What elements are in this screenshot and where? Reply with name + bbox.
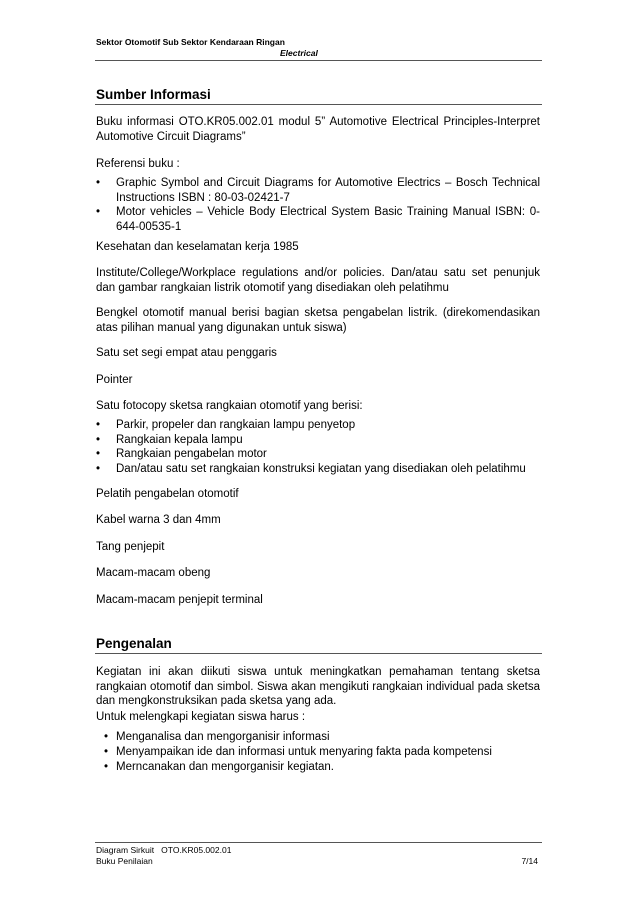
paragraph-institute: Institute/College/Workplace regulations and/or policies. Dan/atau satu set penunjuk dan gambar rangkaian listrik otomotif yang disediakan oleh pelatihmu xyxy=(96,267,540,294)
bullet-icon: • xyxy=(96,433,101,446)
list-item-text: Merncanakan dan mengorganisir kegiatan. xyxy=(116,761,334,773)
bullet-icon: • xyxy=(96,462,101,475)
bullet-icon: • xyxy=(104,731,109,743)
footer-book: Buku Penilaian xyxy=(96,856,153,866)
list-item-text: Rangkaian kepala lampu xyxy=(116,433,243,446)
paragraph-pelatih: Pelatih pengabelan otomotif xyxy=(96,488,239,500)
bullet-icon: • xyxy=(96,419,101,431)
list-item xyxy=(104,730,540,745)
list-item xyxy=(96,462,540,477)
paragraph-obeng: Macam-macam obeng xyxy=(96,567,211,579)
list-item-text: Motor vehicles – Vehicle Body Electrical System Basic Training Manual ISBN: 0-644-00535-1 xyxy=(116,206,540,233)
list-item-text: Graphic Symbol and Circuit Diagrams for Automotive Electrics – Bosch Technical Instructions ISBN : 80-03-02421-7 xyxy=(116,177,540,204)
paragraph-kabel: Kabel warna 3 dan 4mm xyxy=(96,514,221,526)
bullet-icon: • xyxy=(96,206,101,218)
header-title: Sektor Otomotif Sub Sektor Kendaraan Ringan xyxy=(96,37,285,47)
paragraph-kesehatan: Kesehatan dan keselamatan kerja 1985 xyxy=(96,241,299,253)
fotocopy-list xyxy=(96,418,540,476)
header-subtitle: Electrical xyxy=(280,48,318,58)
paragraph-pointer: Pointer xyxy=(96,374,133,386)
paragraph-fotocopy: Satu fotocopy sketsa rangkaian otomotif yang berisi: xyxy=(96,400,363,412)
section-rule-pengenalan xyxy=(95,653,542,654)
paragraph-buku-informasi: Buku informasi OTO.KR05.002.01 modul 5” Automotive Electrical Principles-Interpret Automotive Circuit Diagrams” xyxy=(96,116,540,143)
list-item-text: Menganalisa dan mengorganisir informasi xyxy=(116,731,330,743)
paragraph-pengenalan: Kegiatan ini akan diikuti siswa untuk meningkatkan pemahaman tentang sketsa rangkaian otomotif dan simbol. Siswa akan mengikuti rangkaian individual pada sketsa dan mengkonstruksikan pada sketsa yang ada. xyxy=(96,666,540,707)
list-item xyxy=(96,205,540,234)
header-rule xyxy=(95,60,542,61)
referensi-label: Referensi buku : xyxy=(96,158,180,170)
list-item xyxy=(96,433,540,448)
section-heading-sumber: Sumber Informasi xyxy=(96,87,211,102)
paragraph-tang: Tang penjepit xyxy=(96,541,165,553)
list-item xyxy=(96,418,540,433)
section-rule-sumber xyxy=(95,104,542,105)
bullet-icon: • xyxy=(96,448,101,460)
list-item xyxy=(104,760,540,775)
paragraph-satu-set: Satu set segi empat atau penggaris xyxy=(96,347,277,359)
footer-rule xyxy=(95,842,542,843)
list-item-text: Rangkaian pengabelan motor xyxy=(116,448,267,460)
kegiatan-list xyxy=(104,730,540,775)
page-number: 7/14 xyxy=(521,856,538,866)
reference-list xyxy=(96,176,540,234)
list-item xyxy=(96,447,540,462)
list-item-text: Parkir, propeler dan rangkaian lampu penyetop xyxy=(116,419,356,431)
paragraph-terminal: Macam-macam penjepit terminal xyxy=(96,594,263,606)
list-item-text: Dan/atau satu set rangkaian konstruksi kegiatan yang disediakan oleh pelatihmu xyxy=(116,462,526,475)
list-item xyxy=(104,745,540,760)
bullet-icon: • xyxy=(104,746,109,758)
section-heading-pengenalan: Pengenalan xyxy=(96,636,172,651)
paragraph-bengkel: Bengkel otomotif manual berisi bagian sketsa pengabelan listrik. (direkomendasikan atas pilihan manual yang digunakan untuk siswa) xyxy=(96,307,540,334)
list-item-text: Menyampaikan ide dan informasi untuk menyaring fakta pada kompetensi xyxy=(116,746,492,758)
bullet-icon: • xyxy=(104,761,109,773)
footer-module: Diagram Sirkuit OTO.KR05.002.01 xyxy=(96,845,232,855)
bullet-icon: • xyxy=(96,177,101,189)
list-item xyxy=(96,176,540,205)
paragraph-untuk-melengkapi: Untuk melengkapi kegiatan siswa harus : xyxy=(96,711,306,723)
